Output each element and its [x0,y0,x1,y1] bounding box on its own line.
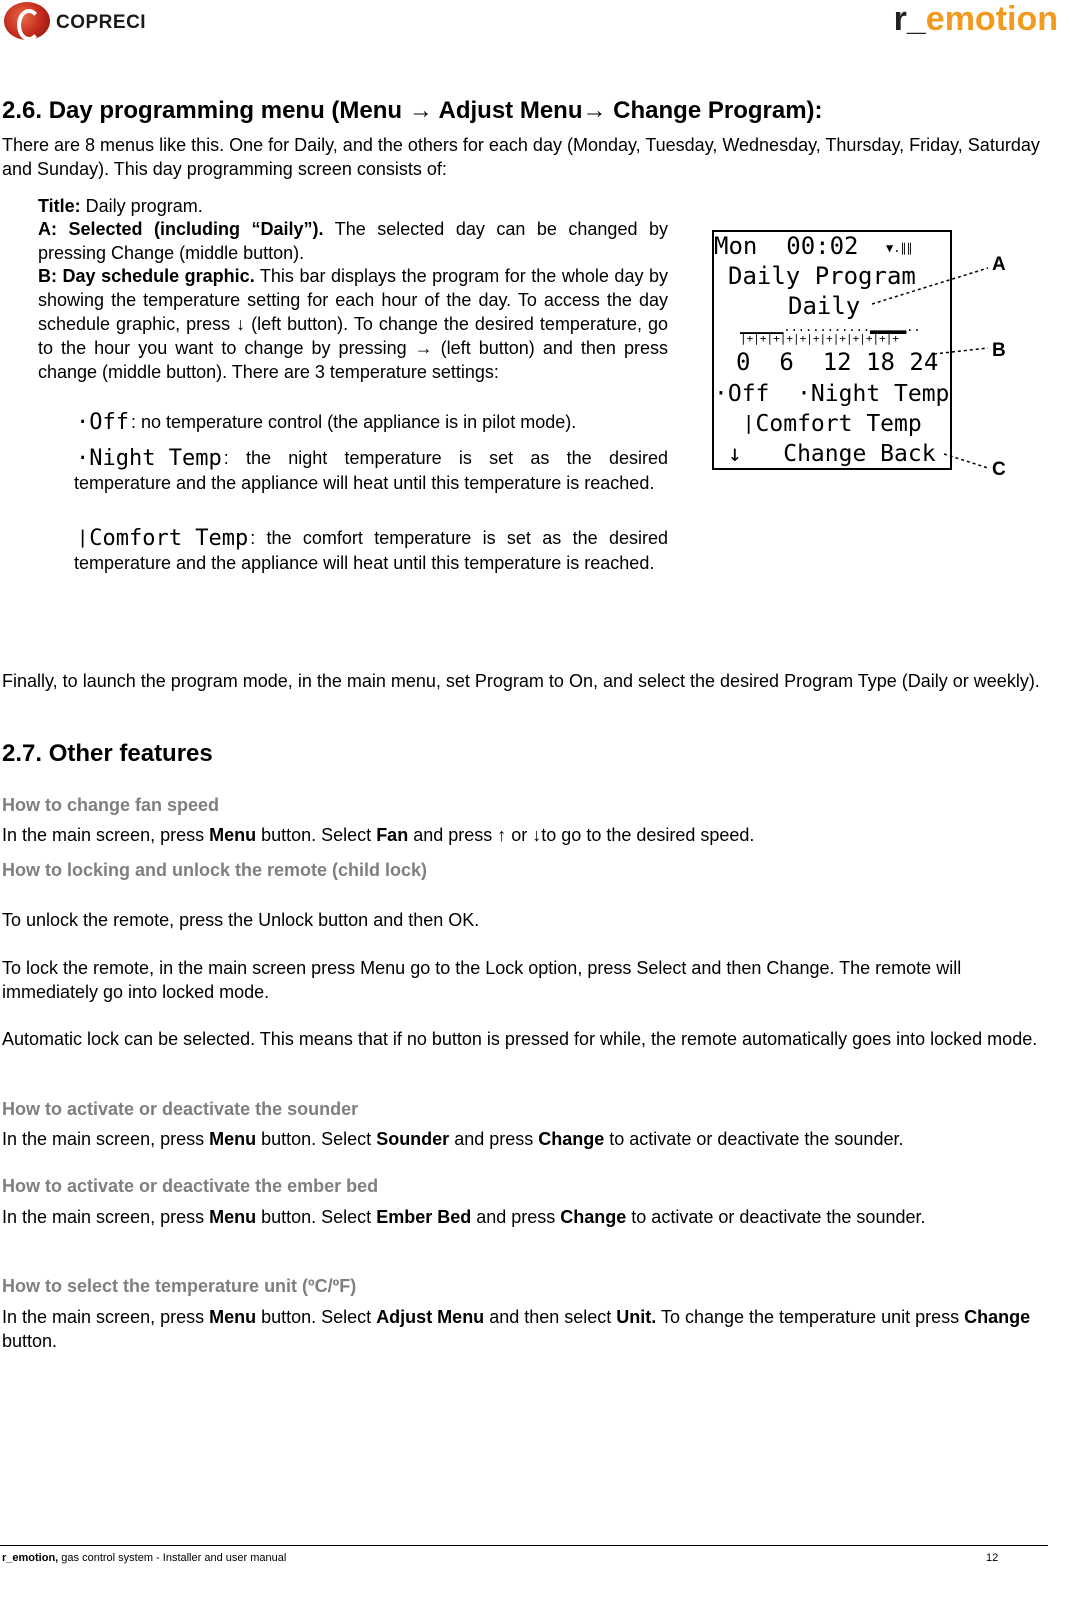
callout-a: A [992,254,1006,275]
unit-text-1: In the main screen, press [2,1307,210,1327]
callout-b: B [992,340,1006,361]
sounder-text-4: to activate or deactivate the sounder. [604,1129,904,1149]
sounder-text-3: and press [449,1129,539,1149]
finally-paragraph: Finally, to launch the program mode, in the main menu, set Program to On, and select the desired Program Type (Daily or weekly). [2,671,1040,691]
callout-line-c [944,454,988,468]
title-text: Daily program. [80,196,203,216]
lock-paragraph-2: To lock the remote, in the main screen press Menu go to the Lock option, press Select and then Change. The remote will immediately go into locked mode. [2,958,962,1002]
callout-lines [712,230,1014,478]
callout-line-b [934,348,988,354]
fan-text-2: button. Select [256,825,377,845]
lcd-schedule-bar: ▁▁▁▁▁▁............▂▂▂▂▂.. [740,320,921,334]
copreci-logo [4,2,164,40]
item-a [38,217,668,265]
setting-off-text: : no temperature control (the appliance is in pilot mode). [130,412,577,432]
section-2-6-title: 2.6. Day programming menu (Menu → Adjust Menu→ Change Program): [2,97,823,124]
lock-paragraph-1: To unlock the remote, press the Unlock button and then OK. [2,910,480,930]
copreci-logo-text: COPRECI [56,12,147,33]
sounder-sounder: Sounder [376,1129,450,1149]
title-label: Title: [38,196,81,216]
item-b-text: This bar displays the program for the whole day by showing the temperature setting for each hour of the day. To access the day schedule graphic, press ↓ (left button). To change the desired temperature, go to the hour you want to change by pressing → (left button) and then press change (middle button). There are 3 temperature settings: [38,266,669,382]
sounder-text-2: button. Select [256,1129,377,1149]
remotion-logo-prefix: r_ [893,0,926,38]
sounder-paragraph [2,1127,1042,1151]
fan-text-4: to go to the desired speed. [541,825,755,845]
unit-heading: How to select the temperature unit (ºC/ºF) [2,1276,357,1296]
lcd-row-comfort: ❘Comfort Temp [714,411,922,437]
lcd-schedule-ticks: |+|+|+|+|+|+|+|+|+|+|+|+ [740,332,899,345]
callout-c: C [992,459,1006,480]
unit-adjust: Adjust Menu [376,1307,485,1327]
copreci-logo-icon [4,2,50,40]
ember-text-3: and press [471,1207,561,1227]
item-b-label: B: Day schedule graphic. [38,266,255,286]
lcd-row-nav: ↓ Change Back [714,441,936,467]
item-a-text: The selected day can be changed by pressing Change (middle button). [38,219,668,263]
remotion-logo [894,0,1058,39]
setting-night [74,446,668,495]
ember-text-1: In the main screen, press [2,1207,210,1227]
section-2-7-title: 2.7. Other features [2,740,213,767]
remotion-logo-suffix: emotion [925,0,1058,38]
footer-divider [0,1545,1048,1546]
setting-off [74,410,668,435]
lock-paragraph-3: Automatic lock can be selected. This means that if no button is pressed for while, the remote automatically goes into locked mode. [2,1029,1038,1049]
sounder-text-1: In the main screen, press [2,1129,210,1149]
fan-menu: Menu [209,825,257,845]
ember-change: Change [560,1207,627,1227]
unit-unit: Unit. [616,1307,657,1327]
fan-text-3: and press [408,825,498,845]
page-number: 12 [986,1552,999,1564]
night-lcd-icon: ·Night Temp [76,446,222,472]
comfort-lcd-icon: ❘Comfort Temp [76,526,249,552]
fan-text-or: or [506,825,533,845]
footer-text [2,1552,286,1564]
lcd-hours: 0 6 12 18 24 [736,348,939,376]
fan-text-1: In the main screen, press [2,825,210,845]
setting-comfort-text: : the comfort temperature is set as the desired temperature and the appliance will heat until this temperature is reached. [74,528,668,574]
footer-brand: r_emotion, [2,1552,59,1564]
unit-change: Change [964,1307,1031,1327]
sounder-change: Change [538,1129,605,1149]
fan-paragraph [2,823,1042,847]
sounder-heading: How to activate or deactivate the sounder [2,1099,359,1119]
unit-text-3: and then select [484,1307,617,1327]
lcd-line-title: Daily Program [728,262,916,290]
setting-night-text: : the night temperature is set as the desired temperature and the appliance will heat until this temperature is reached. [74,448,668,494]
unit-text-4: To change the temperature unit press [656,1307,965,1327]
callout-line-a [872,268,988,304]
signal-icon: ▼.∥∥ [886,241,913,255]
unit-text-5: button. [2,1331,58,1351]
sounder-menu: Menu [209,1129,257,1149]
ember-text-2: button. Select [256,1207,377,1227]
unit-paragraph [2,1305,1042,1353]
ember-menu: Menu [209,1207,257,1227]
fan-fan: Fan [376,825,409,845]
lcd-figure [712,230,1014,478]
setting-comfort [74,526,668,575]
unit-text-2: button. Select [256,1307,377,1327]
ember-heading: How to activate or deactivate the ember bed [2,1176,379,1196]
lcd-line-day: Daily [788,292,861,320]
item-b [38,264,668,384]
ember-paragraph [2,1205,1042,1229]
unit-menu: Menu [209,1307,257,1327]
lcd-line-time: Mon 00:02 [714,232,859,260]
off-lcd-icon: ·Off [76,410,129,436]
ember-ember: Ember Bed [376,1207,472,1227]
arrow-down-icon: ↓ [532,825,542,845]
lock-heading: How to locking and unlock the remote (child lock) [2,860,428,880]
title-item [38,194,668,218]
section-2-6-intro: There are 8 menus like this. One for Daily, and the others for each day (Monday, Tuesday, Wednesday, Thursday, Friday, Saturday and Sunday). This day programming screen consists of: [2,135,1040,179]
fan-heading: How to change fan speed [2,795,220,815]
ember-text-4: to activate or deactivate the sounder. [626,1207,926,1227]
lcd-row-off-night: ·Off ·Night Temp [714,381,950,407]
arrow-up-icon: ↑ [497,825,507,845]
item-a-label: A: Selected (including “Daily”). [38,219,324,239]
footer-description: gas control system - Installer and user manual [58,1552,287,1564]
